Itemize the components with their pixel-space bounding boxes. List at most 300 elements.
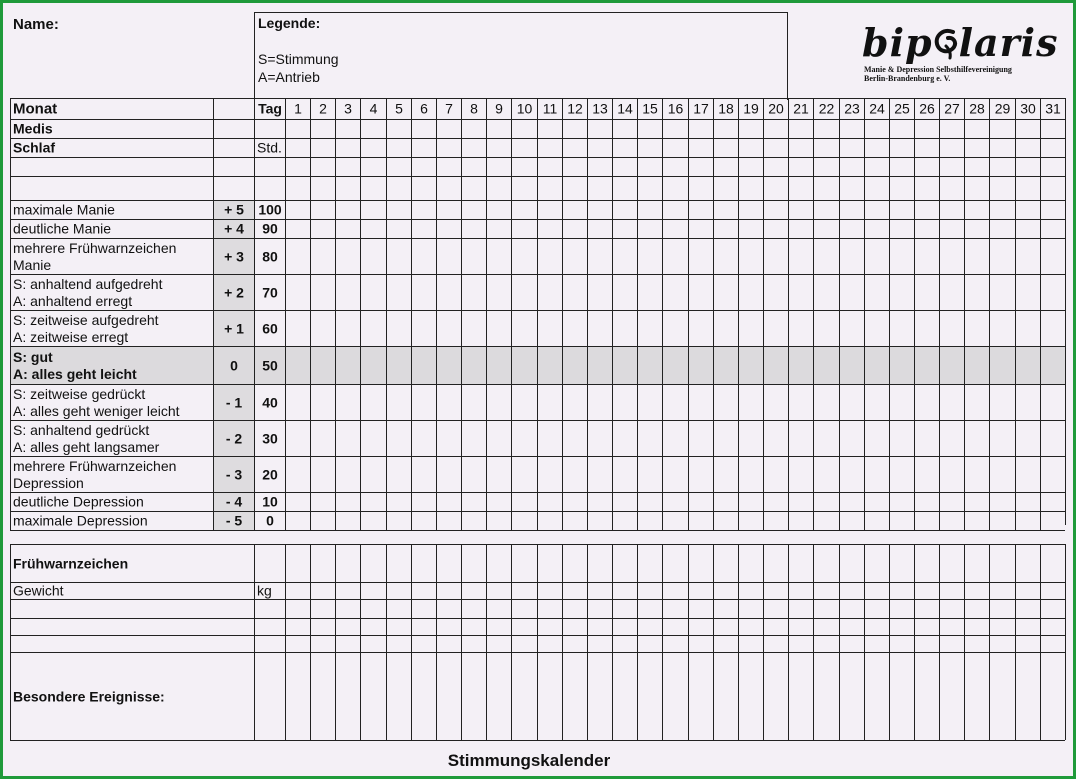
extra-day-cell[interactable] <box>537 652 562 740</box>
mood-day-cell[interactable] <box>486 492 511 511</box>
mood-day-cell[interactable] <box>386 119 411 138</box>
extra-day-cell[interactable] <box>839 618 864 635</box>
extra-day-cell[interactable] <box>889 582 914 599</box>
mood-day-cell[interactable] <box>939 219 964 238</box>
extra-day-cell[interactable] <box>562 582 587 599</box>
mood-day-cell[interactable] <box>688 238 713 274</box>
extra-day-cell[interactable] <box>813 599 839 618</box>
mood-day-cell[interactable] <box>713 310 738 346</box>
mood-day-cell[interactable] <box>713 511 738 530</box>
mood-day-cell[interactable] <box>511 511 537 530</box>
mood-day-cell[interactable] <box>386 456 411 492</box>
mood-day-cell[interactable] <box>839 511 864 530</box>
mood-day-cell[interactable] <box>763 274 788 310</box>
mood-day-cell[interactable] <box>763 176 788 200</box>
mood-day-cell[interactable] <box>788 310 813 346</box>
mood-day-cell[interactable] <box>386 274 411 310</box>
mood-day-cell[interactable] <box>612 274 637 310</box>
mood-day-cell[interactable] <box>763 511 788 530</box>
mood-day-cell[interactable] <box>587 384 612 420</box>
mood-day-cell[interactable] <box>914 200 939 219</box>
mood-day-cell[interactable] <box>989 420 1015 456</box>
mood-day-cell[interactable] <box>688 119 713 138</box>
mood-day-cell[interactable] <box>989 492 1015 511</box>
mood-day-cell[interactable] <box>813 157 839 176</box>
mood-day-cell[interactable] <box>662 138 688 157</box>
mood-day-cell[interactable] <box>511 119 537 138</box>
mood-day-cell[interactable] <box>511 200 537 219</box>
mood-day-cell[interactable] <box>386 176 411 200</box>
extra-day-cell[interactable] <box>335 652 360 740</box>
mood-day-cell[interactable] <box>738 200 763 219</box>
mood-day-cell[interactable] <box>662 176 688 200</box>
mood-day-cell[interactable] <box>386 238 411 274</box>
mood-day-cell[interactable] <box>461 511 486 530</box>
mood-day-cell[interactable] <box>939 310 964 346</box>
mood-day-cell[interactable] <box>562 384 587 420</box>
mood-day-cell[interactable] <box>436 346 461 384</box>
mood-day-cell[interactable] <box>537 274 562 310</box>
mood-day-cell[interactable] <box>788 138 813 157</box>
mood-day-cell[interactable] <box>335 346 360 384</box>
mood-day-cell[interactable] <box>562 492 587 511</box>
mood-day-cell[interactable] <box>839 200 864 219</box>
extra-day-cell[interactable] <box>310 582 335 599</box>
extra-day-cell[interactable] <box>738 544 763 582</box>
mood-day-cell[interactable] <box>1040 119 1065 138</box>
extra-day-cell[interactable] <box>637 544 662 582</box>
mood-day-cell[interactable] <box>637 511 662 530</box>
mood-day-cell[interactable] <box>537 346 562 384</box>
extra-day-cell[interactable] <box>1015 582 1040 599</box>
extra-day-cell[interactable] <box>562 599 587 618</box>
mood-day-cell[interactable] <box>738 384 763 420</box>
extra-day-cell[interactable] <box>1040 635 1065 652</box>
extra-day-cell[interactable] <box>738 599 763 618</box>
extra-day-cell[interactable] <box>511 544 537 582</box>
mood-day-cell[interactable] <box>461 219 486 238</box>
mood-day-cell[interactable] <box>386 346 411 384</box>
mood-day-cell[interactable] <box>612 157 637 176</box>
mood-day-cell[interactable] <box>486 274 511 310</box>
mood-day-cell[interactable] <box>914 420 939 456</box>
mood-day-cell[interactable] <box>436 238 461 274</box>
mood-day-cell[interactable] <box>411 119 436 138</box>
mood-day-cell[interactable] <box>763 384 788 420</box>
mood-day-cell[interactable] <box>864 138 889 157</box>
mood-day-cell[interactable] <box>662 200 688 219</box>
mood-day-cell[interactable] <box>562 138 587 157</box>
extra-day-cell[interactable] <box>587 544 612 582</box>
mood-day-cell[interactable] <box>587 157 612 176</box>
extra-day-cell[interactable] <box>411 599 436 618</box>
mood-day-cell[interactable] <box>411 492 436 511</box>
mood-day-cell[interactable] <box>788 157 813 176</box>
mood-day-cell[interactable] <box>788 492 813 511</box>
mood-day-cell[interactable] <box>763 138 788 157</box>
mood-day-cell[interactable] <box>486 219 511 238</box>
extra-day-cell[interactable] <box>486 582 511 599</box>
mood-day-cell[interactable] <box>1015 219 1040 238</box>
mood-day-cell[interactable] <box>360 420 386 456</box>
mood-day-cell[interactable] <box>713 274 738 310</box>
extra-day-cell[interactable] <box>562 652 587 740</box>
mood-day-cell[interactable] <box>511 420 537 456</box>
mood-day-cell[interactable] <box>662 420 688 456</box>
extra-day-cell[interactable] <box>839 544 864 582</box>
mood-day-cell[interactable] <box>486 119 511 138</box>
mood-day-cell[interactable] <box>587 219 612 238</box>
mood-day-cell[interactable] <box>939 200 964 219</box>
mood-day-cell[interactable] <box>411 420 436 456</box>
mood-day-cell[interactable] <box>335 511 360 530</box>
mood-day-cell[interactable] <box>864 219 889 238</box>
mood-day-cell[interactable] <box>813 274 839 310</box>
mood-day-cell[interactable] <box>285 384 310 420</box>
mood-day-cell[interactable] <box>537 456 562 492</box>
mood-day-cell[interactable] <box>939 238 964 274</box>
mood-day-cell[interactable] <box>662 511 688 530</box>
mood-day-cell[interactable] <box>713 238 738 274</box>
extra-day-cell[interactable] <box>461 582 486 599</box>
mood-day-cell[interactable] <box>864 157 889 176</box>
mood-day-cell[interactable] <box>1015 119 1040 138</box>
extra-day-cell[interactable] <box>1015 544 1040 582</box>
extra-day-cell[interactable] <box>537 635 562 652</box>
mood-day-cell[interactable] <box>688 456 713 492</box>
mood-day-cell[interactable] <box>637 384 662 420</box>
mood-day-cell[interactable] <box>461 157 486 176</box>
mood-day-cell[interactable] <box>486 456 511 492</box>
mood-day-cell[interactable] <box>335 492 360 511</box>
mood-day-cell[interactable] <box>914 456 939 492</box>
extra-day-cell[interactable] <box>511 618 537 635</box>
mood-day-cell[interactable] <box>537 420 562 456</box>
extra-day-cell[interactable] <box>839 652 864 740</box>
extra-day-cell[interactable] <box>637 618 662 635</box>
mood-day-cell[interactable] <box>386 219 411 238</box>
mood-day-cell[interactable] <box>1015 384 1040 420</box>
mood-day-cell[interactable] <box>285 176 310 200</box>
mood-day-cell[interactable] <box>914 219 939 238</box>
mood-day-cell[interactable] <box>738 176 763 200</box>
mood-day-cell[interactable] <box>436 274 461 310</box>
mood-day-cell[interactable] <box>1040 346 1065 384</box>
mood-day-cell[interactable] <box>360 511 386 530</box>
extra-day-cell[interactable] <box>486 544 511 582</box>
extra-day-cell[interactable] <box>386 544 411 582</box>
mood-day-cell[interactable] <box>360 310 386 346</box>
mood-day-cell[interactable] <box>813 492 839 511</box>
mood-day-cell[interactable] <box>939 274 964 310</box>
mood-day-cell[interactable] <box>813 119 839 138</box>
mood-day-cell[interactable] <box>285 346 310 384</box>
mood-day-cell[interactable] <box>889 346 914 384</box>
extra-day-cell[interactable] <box>411 544 436 582</box>
mood-day-cell[interactable] <box>662 219 688 238</box>
mood-day-cell[interactable] <box>562 176 587 200</box>
mood-day-cell[interactable] <box>360 176 386 200</box>
mood-day-cell[interactable] <box>813 511 839 530</box>
mood-day-cell[interactable] <box>964 420 989 456</box>
mood-day-cell[interactable] <box>436 420 461 456</box>
extra-day-cell[interactable] <box>763 635 788 652</box>
mood-day-cell[interactable] <box>511 157 537 176</box>
mood-day-cell[interactable] <box>386 157 411 176</box>
extra-day-cell[interactable] <box>688 582 713 599</box>
extra-day-cell[interactable] <box>461 635 486 652</box>
mood-day-cell[interactable] <box>688 219 713 238</box>
mood-day-cell[interactable] <box>537 310 562 346</box>
mood-day-cell[interactable] <box>486 176 511 200</box>
extra-day-cell[interactable] <box>386 635 411 652</box>
mood-day-cell[interactable] <box>1040 219 1065 238</box>
mood-day-cell[interactable] <box>738 157 763 176</box>
mood-day-cell[interactable] <box>864 492 889 511</box>
mood-day-cell[interactable] <box>360 157 386 176</box>
mood-day-cell[interactable] <box>587 492 612 511</box>
mood-day-cell[interactable] <box>788 274 813 310</box>
mood-day-cell[interactable] <box>411 176 436 200</box>
mood-day-cell[interactable] <box>587 274 612 310</box>
mood-day-cell[interactable] <box>310 238 335 274</box>
mood-day-cell[interactable] <box>813 176 839 200</box>
mood-day-cell[interactable] <box>436 511 461 530</box>
mood-day-cell[interactable] <box>939 346 964 384</box>
mood-day-cell[interactable] <box>1015 176 1040 200</box>
mood-day-cell[interactable] <box>612 346 637 384</box>
mood-day-cell[interactable] <box>713 456 738 492</box>
mood-day-cell[interactable] <box>461 200 486 219</box>
mood-day-cell[interactable] <box>637 200 662 219</box>
mood-day-cell[interactable] <box>411 238 436 274</box>
extra-day-cell[interactable] <box>839 635 864 652</box>
mood-day-cell[interactable] <box>964 200 989 219</box>
mood-day-cell[interactable] <box>637 492 662 511</box>
mood-day-cell[interactable] <box>889 219 914 238</box>
mood-day-cell[interactable] <box>612 119 637 138</box>
mood-day-cell[interactable] <box>788 176 813 200</box>
extra-day-cell[interactable] <box>662 618 688 635</box>
mood-day-cell[interactable] <box>1040 176 1065 200</box>
mood-day-cell[interactable] <box>914 310 939 346</box>
extra-day-cell[interactable] <box>1040 599 1065 618</box>
mood-day-cell[interactable] <box>1040 456 1065 492</box>
mood-day-cell[interactable] <box>964 138 989 157</box>
mood-day-cell[interactable] <box>939 119 964 138</box>
mood-day-cell[interactable] <box>864 310 889 346</box>
mood-day-cell[interactable] <box>612 384 637 420</box>
mood-day-cell[interactable] <box>662 346 688 384</box>
extra-day-cell[interactable] <box>813 582 839 599</box>
mood-day-cell[interactable] <box>1040 492 1065 511</box>
extra-day-cell[interactable] <box>964 599 989 618</box>
mood-day-cell[interactable] <box>788 119 813 138</box>
mood-day-cell[interactable] <box>864 346 889 384</box>
mood-day-cell[interactable] <box>864 456 889 492</box>
extra-day-cell[interactable] <box>637 652 662 740</box>
mood-day-cell[interactable] <box>511 346 537 384</box>
extra-day-cell[interactable] <box>436 582 461 599</box>
mood-day-cell[interactable] <box>738 456 763 492</box>
mood-day-cell[interactable] <box>486 420 511 456</box>
mood-day-cell[interactable] <box>688 346 713 384</box>
extra-day-cell[interactable] <box>964 544 989 582</box>
mood-day-cell[interactable] <box>637 310 662 346</box>
extra-day-cell[interactable] <box>964 652 989 740</box>
mood-day-cell[interactable] <box>637 274 662 310</box>
extra-day-cell[interactable] <box>310 635 335 652</box>
mood-day-cell[interactable] <box>436 492 461 511</box>
extra-day-cell[interactable] <box>285 635 310 652</box>
mood-day-cell[interactable] <box>436 456 461 492</box>
mood-day-cell[interactable] <box>688 274 713 310</box>
mood-day-cell[interactable] <box>964 119 989 138</box>
mood-day-cell[interactable] <box>889 492 914 511</box>
mood-day-cell[interactable] <box>688 138 713 157</box>
extra-day-cell[interactable] <box>612 599 637 618</box>
mood-day-cell[interactable] <box>839 384 864 420</box>
mood-day-cell[interactable] <box>486 138 511 157</box>
mood-day-cell[interactable] <box>788 420 813 456</box>
mood-day-cell[interactable] <box>461 238 486 274</box>
mood-day-cell[interactable] <box>839 119 864 138</box>
mood-day-cell[interactable] <box>637 176 662 200</box>
extra-day-cell[interactable] <box>562 618 587 635</box>
mood-day-cell[interactable] <box>813 384 839 420</box>
extra-day-cell[interactable] <box>889 635 914 652</box>
mood-day-cell[interactable] <box>360 200 386 219</box>
mood-day-cell[interactable] <box>511 138 537 157</box>
extra-day-cell[interactable] <box>688 599 713 618</box>
mood-day-cell[interactable] <box>587 511 612 530</box>
mood-day-cell[interactable] <box>889 200 914 219</box>
extra-day-cell[interactable] <box>587 652 612 740</box>
mood-day-cell[interactable] <box>386 310 411 346</box>
mood-day-cell[interactable] <box>587 176 612 200</box>
mood-day-cell[interactable] <box>813 138 839 157</box>
mood-day-cell[interactable] <box>461 346 486 384</box>
mood-day-cell[interactable] <box>335 219 360 238</box>
mood-day-cell[interactable] <box>713 157 738 176</box>
mood-day-cell[interactable] <box>1040 310 1065 346</box>
extra-day-cell[interactable] <box>763 618 788 635</box>
mood-day-cell[interactable] <box>436 138 461 157</box>
mood-day-cell[interactable] <box>1040 200 1065 219</box>
mood-day-cell[interactable] <box>537 492 562 511</box>
mood-day-cell[interactable] <box>1015 511 1040 530</box>
mood-day-cell[interactable] <box>386 492 411 511</box>
mood-day-cell[interactable] <box>486 384 511 420</box>
mood-day-cell[interactable] <box>285 511 310 530</box>
mood-day-cell[interactable] <box>386 511 411 530</box>
mood-day-cell[interactable] <box>788 346 813 384</box>
mood-day-cell[interactable] <box>285 456 310 492</box>
mood-day-cell[interactable] <box>864 176 889 200</box>
extra-day-cell[interactable] <box>511 582 537 599</box>
mood-day-cell[interactable] <box>436 119 461 138</box>
extra-day-cell[interactable] <box>335 599 360 618</box>
mood-day-cell[interactable] <box>662 119 688 138</box>
mood-day-cell[interactable] <box>562 346 587 384</box>
mood-day-cell[interactable] <box>537 138 562 157</box>
mood-day-cell[interactable] <box>461 176 486 200</box>
mood-day-cell[interactable] <box>688 420 713 456</box>
mood-day-cell[interactable] <box>989 176 1015 200</box>
mood-day-cell[interactable] <box>662 456 688 492</box>
extra-day-cell[interactable] <box>889 652 914 740</box>
mood-day-cell[interactable] <box>612 176 637 200</box>
extra-day-cell[interactable] <box>989 652 1015 740</box>
extra-day-cell[interactable] <box>335 582 360 599</box>
extra-day-cell[interactable] <box>461 652 486 740</box>
extra-day-cell[interactable] <box>939 582 964 599</box>
mood-day-cell[interactable] <box>914 384 939 420</box>
mood-day-cell[interactable] <box>964 274 989 310</box>
extra-day-cell[interactable] <box>360 635 386 652</box>
extra-day-cell[interactable] <box>662 544 688 582</box>
mood-day-cell[interactable] <box>839 420 864 456</box>
extra-day-cell[interactable] <box>411 582 436 599</box>
mood-day-cell[interactable] <box>562 511 587 530</box>
extra-day-cell[interactable] <box>537 618 562 635</box>
extra-day-cell[interactable] <box>939 652 964 740</box>
extra-day-cell[interactable] <box>486 599 511 618</box>
extra-day-cell[interactable] <box>763 652 788 740</box>
mood-day-cell[interactable] <box>335 274 360 310</box>
mood-day-cell[interactable] <box>1040 238 1065 274</box>
mood-day-cell[interactable] <box>788 384 813 420</box>
mood-day-cell[interactable] <box>285 238 310 274</box>
extra-day-cell[interactable] <box>688 635 713 652</box>
mood-day-cell[interactable] <box>562 219 587 238</box>
extra-day-cell[interactable] <box>1040 582 1065 599</box>
mood-day-cell[interactable] <box>587 138 612 157</box>
extra-day-cell[interactable] <box>360 618 386 635</box>
extra-day-cell[interactable] <box>788 618 813 635</box>
extra-day-cell[interactable] <box>360 544 386 582</box>
mood-day-cell[interactable] <box>763 238 788 274</box>
mood-day-cell[interactable] <box>763 200 788 219</box>
extra-day-cell[interactable] <box>914 582 939 599</box>
mood-day-cell[interactable] <box>813 420 839 456</box>
extra-day-cell[interactable] <box>537 582 562 599</box>
mood-day-cell[interactable] <box>285 492 310 511</box>
mood-day-cell[interactable] <box>511 176 537 200</box>
mood-day-cell[interactable] <box>788 200 813 219</box>
mood-day-cell[interactable] <box>587 200 612 219</box>
extra-day-cell[interactable] <box>688 652 713 740</box>
mood-day-cell[interactable] <box>335 138 360 157</box>
extra-day-cell[interactable] <box>587 582 612 599</box>
mood-day-cell[interactable] <box>914 176 939 200</box>
mood-day-cell[interactable] <box>285 157 310 176</box>
extra-day-cell[interactable] <box>411 635 436 652</box>
mood-day-cell[interactable] <box>436 310 461 346</box>
extra-day-cell[interactable] <box>511 635 537 652</box>
extra-day-cell[interactable] <box>436 544 461 582</box>
mood-day-cell[interactable] <box>713 176 738 200</box>
extra-day-cell[interactable] <box>839 582 864 599</box>
mood-day-cell[interactable] <box>411 310 436 346</box>
extra-day-cell[interactable] <box>788 582 813 599</box>
mood-day-cell[interactable] <box>310 456 335 492</box>
extra-day-cell[interactable] <box>964 582 989 599</box>
mood-day-cell[interactable] <box>738 492 763 511</box>
extra-day-cell[interactable] <box>461 618 486 635</box>
mood-day-cell[interactable] <box>360 219 386 238</box>
extra-day-cell[interactable] <box>637 599 662 618</box>
